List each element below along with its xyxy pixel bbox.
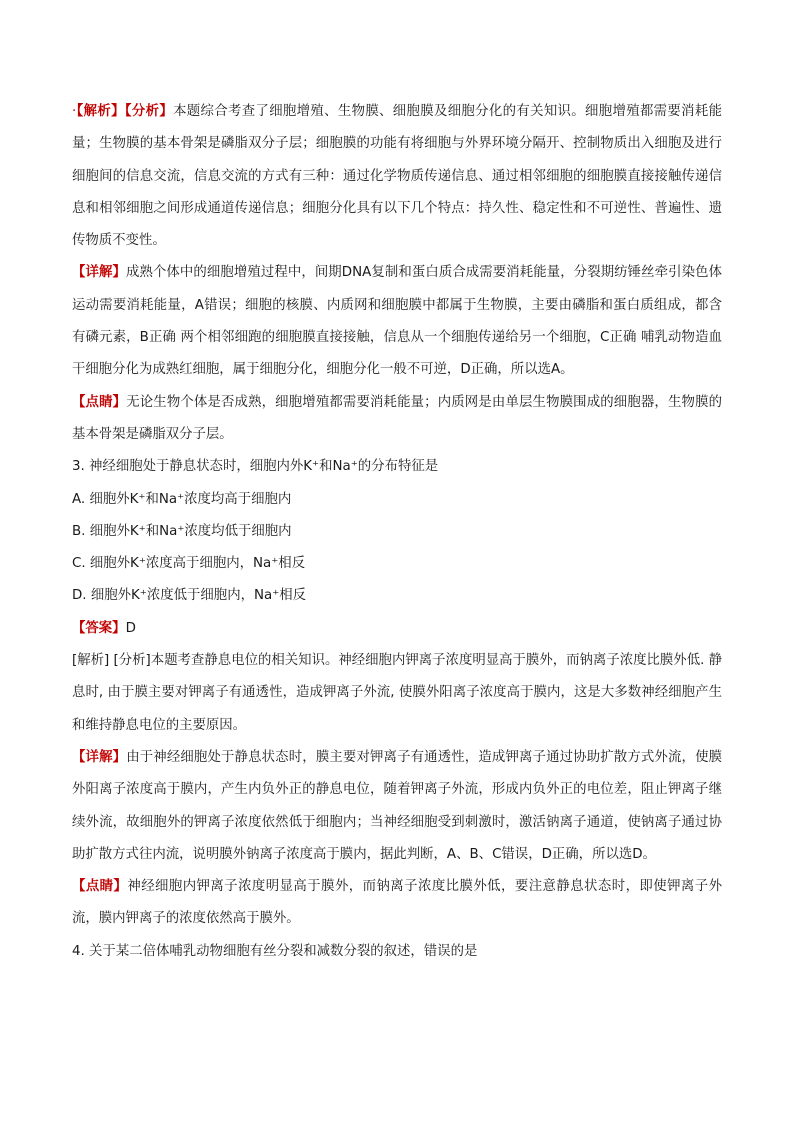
question-3-option-a: A. 细胞外K⁺和Na⁺浓度均高于细胞内 [72,491,292,507]
note-tag: 【点睛】 [72,394,127,410]
analysis-tag: [解析] [72,653,110,669]
detail-text: 由于神经细胞处于静息状态时，膜主要对钾离子有通透性，造成钾离子通过协助扩散方式外流，使膜外阳离子浓度高于膜内，产生内负外正的静息电位，随着钾离子外流，形成内负外正的电位差，阻止钾离子继续外流，故细胞外的钾离子浓度依然低于细胞内；当神经细胞受到刺激时，激活钠离子通道，使钠离子通过协助扩散方式往内流，说明膜外钠离子浓度高于膜内，据此判断，A、B、C错误，D正确，所以选D。 [72,749,723,862]
analysis-sub-tag: [分析] [113,653,151,669]
note-tag: 【点睛】 [72,879,128,895]
note-text: 神经细胞内钾离子浓度明显高于膜外，而钠离子浓度比膜外低，要注意静息状态时，即使钾离子外流，膜内钾离子的浓度依然高于膜外。 [72,879,722,927]
question-4-stem: 4. 关于某二倍体哺乳动物细胞有丝分裂和减数分裂的叙述，错误的是 [72,943,478,959]
question-3-option-c: C. 细胞外K⁺浓度高于细胞内，Na⁺相反 [72,556,306,572]
answer-q3 [72,613,722,645]
analysis-text: 本题综合考查了细胞增殖、生物膜、细胞膜及细胞分化的有关知识。细胞增殖都需要消耗能量；生物膜的基本骨架是磷脂双分子层；细胞膜的功能有将细胞与外界环境分隔开、控制物质出入细胞及进行细胞间的信息交流，信息交流的方式有三种：通过化学物质传递信息、通过相邻细胞的细胞膜直接接触传递信息和相邻细胞之间形成通道传递信息；细胞分化具有以下几个特点：持久性、稳定性和不可逆性、普遍性、遗传物质不变性。 [72,104,722,249]
note-paragraph-q2 [72,387,722,452]
document-page [72,96,722,968]
question-3-option-b: B. 细胞外K⁺和Na⁺浓度均低于细胞内 [72,523,292,539]
bullet-dot: · [72,104,77,119]
detail-tag: 【详解】 [72,265,126,281]
question-3-stem: 3. 神经细胞处于静息状态时，细胞内外K⁺和Na⁺的分布特征是 [72,459,439,475]
answer-value: D [125,620,136,636]
detail-text: 成熟个体中的细胞增殖过程中，间期DNA复制和蛋白质合成需要消耗能量，分裂期纺锤丝牵引染色体运动需要消耗能量，A错误；细胞的核膜、内质网和细胞膜中都属于生物膜，主要由磷脂和蛋白质组成，都含有磷元素，B正确 两个相邻细跑的细胞膜直接接触，信息从一个细胞传递给另一个细胞，C正确 哺乳动物造血干细胞分化为成熟红细胞，属于细胞分化，细胞分化一般不可逆，D正确，所以选A。 [72,265,722,378]
answer-tag: 【答案】 [72,620,126,636]
analysis-tag: 【解析】 [76,104,125,119]
note-paragraph-q3 [72,871,722,936]
detail-tag: 【详解】 [72,749,127,765]
question-3-option-d: D. 细胞外K⁺浓度低于细胞内，Na⁺相反 [72,588,307,604]
analysis-paragraph-q3 [72,645,722,742]
analysis-paragraph-q2 [72,96,722,257]
note-text: 无论生物个体是否成熟，细胞增殖都需要消耗能量；内质网是由单层生物膜围成的细胞器，生物膜的基本骨架是磷脂双分子层。 [72,394,723,442]
detail-paragraph-q2 [72,257,722,386]
analysis-sub-tag: 【分析】 [124,104,174,119]
analysis-text: 本题考查静息电位的相关知识。神经细胞内钾离子浓度明显高于膜外，而钠离子浓度比膜外低. 静息时, 由于膜主要对钾离子有通透性，造成钾离子外流, 使膜外阳离子浓度高于膜内，这是大多数神经细胞产生和维持静息电位的主要原因。 [72,653,723,733]
detail-paragraph-q3 [72,742,722,871]
